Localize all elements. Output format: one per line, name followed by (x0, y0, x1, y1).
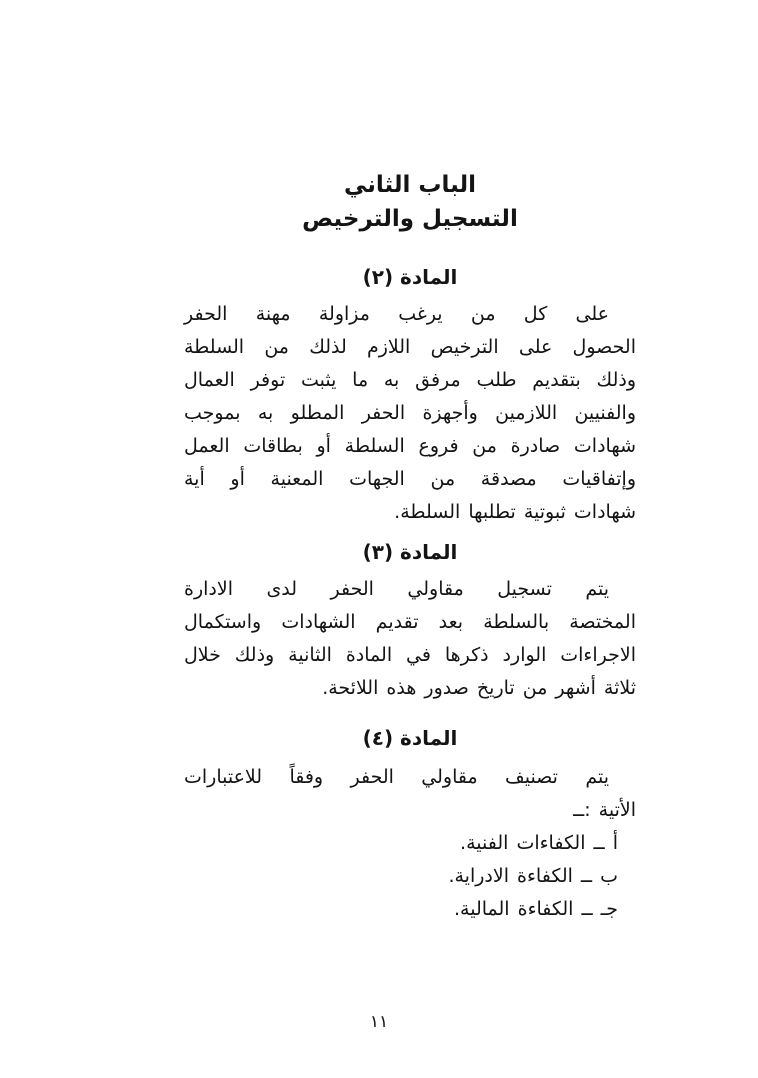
paragraph-line: على كل من يرغب مزاولة مهنة الحفر (184, 303, 609, 325)
article-4-paragraph (184, 761, 636, 827)
classification-list (184, 827, 636, 926)
article-3-paragraph (184, 573, 636, 705)
article-4-heading: المادة (٤) (362, 726, 458, 750)
paragraph-line: وذلك بتقديم طلب مرفق به ما يثبت توفر العمال (184, 369, 636, 391)
paragraph-line: ثلاثة أشهر من تاريخ صدور هذه اللائحة. (322, 677, 636, 699)
text-block (184, 168, 636, 926)
paragraph-line: وإتفاقيات مصدقة من الجهات المعنية أو أية (184, 468, 636, 490)
paragraph-line: الحصول على الترخيص اللازم لذلك من السلطة (184, 336, 636, 358)
page-number: ١١ (369, 1012, 389, 1032)
paragraph-line: يتم تصنيف مقاولي الحفر وفقاً للاعتبارات (184, 766, 609, 788)
classification-item: ب ــ الكفاءة الادراية. (448, 865, 618, 887)
paragraph-line: الأتية :ــ (573, 799, 636, 821)
paragraph-line: شهادات ثبوتية تطلبها السلطة. (394, 501, 636, 523)
chapter-title-line2: التسجيل والترخيص (302, 206, 518, 232)
article-3-heading: المادة (٣) (362, 540, 458, 564)
classification-item: جـ ــ الكفاءة المالية. (453, 898, 618, 920)
classification-item: أ ــ الكفاءات الفنية. (460, 832, 618, 854)
paragraph-line: المختصة بالسلطة بعد تقديم الشهادات واستكمال (184, 611, 636, 633)
chapter-title-line1: الباب الثاني (343, 172, 477, 198)
paragraph-line: الاجراءات الوارد ذكرها في المادة الثانية وذلك خلال (184, 644, 636, 666)
article-2-paragraph (184, 298, 636, 529)
paragraph-line: والفنيين اللازمين وأجهزة الحفر المطلو به بموجب (184, 402, 636, 424)
paragraph-line: يتم تسجيل مقاولي الحفر لدى الادارة (184, 578, 609, 600)
article-2-heading: المادة (٢) (362, 265, 458, 289)
paragraph-line: شهادات صادرة من فروع السلطة أو بطاقات العمل (184, 435, 636, 457)
